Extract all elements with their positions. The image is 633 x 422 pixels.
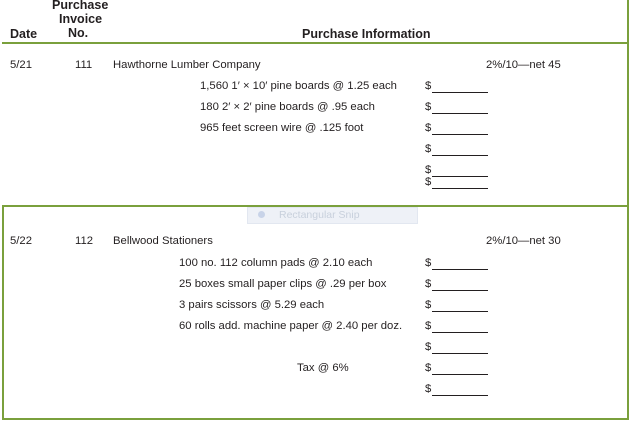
amount-blank <box>432 188 488 189</box>
amount-blank <box>432 92 488 93</box>
line-item: 3 pairs scissors @ 5.29 each <box>179 299 325 311</box>
header-invoice: Invoice <box>59 12 103 26</box>
line-item: 180 2′ × 2′ pine boards @ .95 each <box>200 101 375 113</box>
dollar-sign: $ <box>425 122 432 134</box>
entry-date: 5/21 <box>10 59 32 71</box>
dollar-sign: $ <box>425 80 432 92</box>
entry-terms: 2%/10—net 30 <box>486 235 561 247</box>
snip-label: Rectangular Snip <box>279 209 360 221</box>
header-no: No. <box>68 26 89 40</box>
dollar-sign: $ <box>425 176 432 188</box>
amount-blank <box>432 134 488 135</box>
dollar-sign: $ <box>425 101 432 113</box>
amount-blank <box>432 155 488 156</box>
amount-blank <box>432 311 488 312</box>
dollar-sign: $ <box>425 320 432 332</box>
entry-vendor: Hawthorne Lumber Company <box>113 59 261 71</box>
entry-terms: 2%/10—net 45 <box>486 59 561 71</box>
entry-date: 5/22 <box>10 235 32 247</box>
dollar-sign: $ <box>425 143 432 155</box>
line-item: 100 no. 112 column pads @ 2.10 each <box>179 257 373 269</box>
dollar-sign: $ <box>425 341 432 353</box>
left-border <box>2 205 4 420</box>
header-purchase: Purchase <box>52 0 109 12</box>
header-date: Date <box>10 27 38 41</box>
right-border <box>627 0 629 420</box>
dollar-sign: $ <box>425 278 432 290</box>
snip-icon <box>258 211 265 218</box>
dollar-sign: $ <box>425 164 432 176</box>
amount-blank <box>432 353 488 354</box>
line-item: 1,560 1′ × 10′ pine boards @ 1.25 each <box>200 80 397 92</box>
line-item: 60 rolls add. machine paper @ 2.40 per doz. <box>179 320 403 332</box>
header-rule <box>2 42 629 44</box>
amount-blank <box>432 395 488 396</box>
amount-blank <box>432 374 488 375</box>
entry-invoice-no: 111 <box>75 59 93 71</box>
entry-vendor: Bellwood Stationers <box>113 235 213 247</box>
bottom-rule <box>2 418 629 420</box>
line-item: 965 feet screen wire @ .125 foot <box>200 122 364 134</box>
header-purchase-information: Purchase Information <box>302 27 431 41</box>
rectangular-snip-overlay <box>247 207 418 224</box>
amount-blank <box>432 269 488 270</box>
line-item: 25 boxes small paper clips @ .29 per box <box>179 278 387 290</box>
dollar-sign: $ <box>425 362 432 374</box>
amount-blank <box>432 176 488 177</box>
tax-line: Tax @ 6% <box>297 362 349 374</box>
amount-blank <box>432 113 488 114</box>
dollar-sign: $ <box>425 257 432 269</box>
dollar-sign: $ <box>425 299 432 311</box>
dollar-sign: $ <box>425 383 432 395</box>
amount-blank <box>432 332 488 333</box>
amount-blank <box>432 290 488 291</box>
entry-invoice-no: 112 <box>75 235 94 247</box>
